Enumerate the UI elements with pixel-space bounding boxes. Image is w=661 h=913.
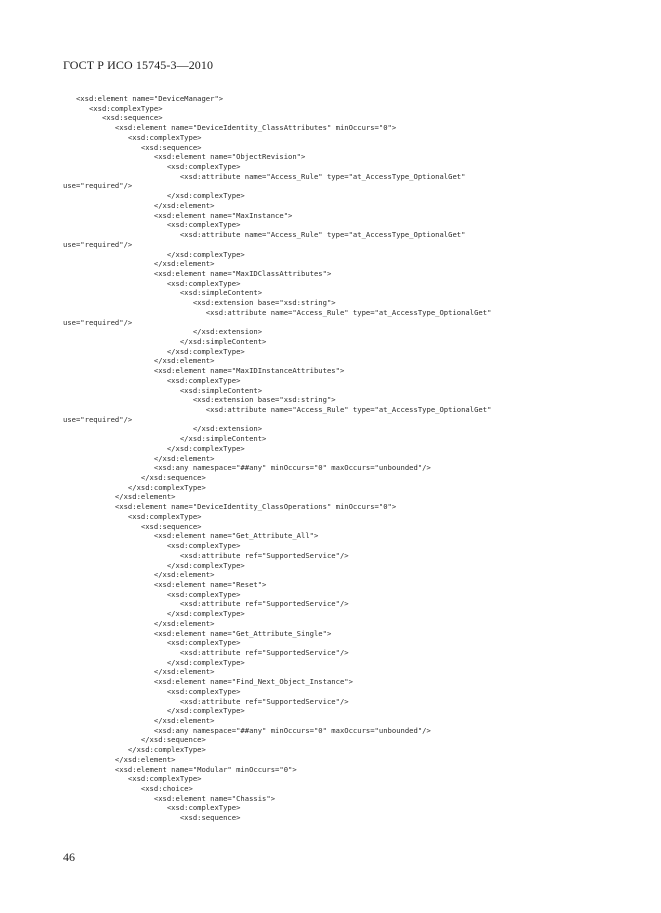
code-line: <xsd:attribute name="Access_Rule" type="at_AccessType_OptionalGet" (63, 307, 492, 317)
code-line: </xsd:sequence> (63, 735, 206, 745)
page-number: 46 (63, 850, 75, 864)
code-line: <xsd:complexType> (63, 686, 241, 696)
code-line: <xsd:complexType> (63, 541, 241, 551)
code-line: <xsd:sequence> (63, 113, 163, 123)
code-line: </xsd:element> (63, 453, 215, 463)
code-line: </xsd:element> (63, 200, 215, 210)
code-line: <xsd:complexType> (63, 803, 241, 813)
code-line: <xsd:element name="Modular" minOccurs="0"> (63, 764, 297, 774)
xsd-code-listing (63, 94, 603, 823)
code-line: <xsd:complexType> (63, 103, 163, 113)
code-line: </xsd:simpleContent> (63, 336, 267, 346)
code-line: <xsd:complexType> (63, 132, 202, 142)
code-line: <xsd:attribute name="Access_Rule" type="at_AccessType_OptionalGet" (63, 171, 466, 181)
code-line: <xsd:element name="ObjectRevision"> (63, 152, 306, 162)
code-line: <xsd:element name="MaxIDClassAttributes"> (63, 268, 332, 278)
code-line: <xsd:attribute ref="SupportedService"/> (63, 550, 349, 560)
code-line: </xsd:complexType> (63, 346, 245, 356)
code-line: </xsd:element> (63, 570, 215, 580)
code-line: <xsd:element name="Reset"> (63, 579, 267, 589)
code-line: <xsd:attribute ref="SupportedService"/> (63, 647, 349, 657)
code-line: <xsd:sequence> (63, 521, 202, 531)
code-line: <xsd:complexType> (63, 638, 241, 648)
code-line: </xsd:element> (63, 492, 176, 502)
code-line: <xsd:choice> (63, 784, 193, 794)
code-line: </xsd:complexType> (63, 706, 245, 716)
code-line: <xsd:element name="Find_Next_Object_Instance"> (63, 677, 353, 687)
code-line: use="required"/> (63, 414, 133, 424)
code-line: <xsd:extension base="xsd:string"> (63, 298, 336, 308)
code-line: <xsd:element name="Get_Attribute_All"> (63, 531, 319, 541)
code-line: </xsd:element> (63, 667, 215, 677)
code-line: <xsd:element name="DeviceIdentity_ClassOperations" minOccurs="0"> (63, 502, 397, 512)
code-line: </xsd:element> (63, 356, 215, 366)
code-line: use="required"/> (63, 181, 133, 191)
code-line: <xsd:element name="DeviceIdentity_ClassAttributes" minOccurs="0"> (63, 123, 397, 133)
code-line: </xsd:complexType> (63, 609, 245, 619)
code-line: <xsd:element name="MaxIDInstanceAttributes"> (63, 366, 345, 376)
code-line: <xsd:complexType> (63, 511, 202, 521)
code-line: </xsd:complexType> (63, 657, 245, 667)
code-line: </xsd:complexType> (63, 249, 245, 259)
code-line: <xsd:any namespace="##any" minOccurs="0" maxOccurs="unbounded"/> (63, 463, 431, 473)
code-line: </xsd:complexType> (63, 745, 206, 755)
code-line: <xsd:complexType> (63, 774, 202, 784)
code-line: <xsd:complexType> (63, 162, 241, 172)
code-line: <xsd:element name="Get_Attribute_Single"> (63, 628, 332, 638)
code-line: </xsd:extension> (63, 424, 263, 434)
code-line: <xsd:attribute name="Access_Rule" type="at_AccessType_OptionalGet" (63, 405, 492, 414)
code-line: <xsd:any namespace="##any" minOccurs="0" maxOccurs="unbounded"/> (63, 725, 431, 735)
code-line: use="required"/> (63, 317, 133, 327)
code-line: <xsd:simpleContent> (63, 288, 263, 298)
code-line: <xsd:attribute ref="SupportedService"/> (63, 599, 349, 609)
code-line: </xsd:complexType> (63, 443, 245, 453)
code-line: <xsd:complexType> (63, 220, 241, 230)
code-line: </xsd:complexType> (63, 560, 245, 570)
code-line: use="required"/> (63, 239, 133, 249)
code-line: </xsd:extension> (63, 327, 263, 337)
code-line: </xsd:element> (63, 259, 215, 269)
code-line: <xsd:sequence> (63, 142, 202, 152)
code-line: <xsd:complexType> (63, 375, 241, 385)
code-line: <xsd:attribute name="Access_Rule" type="at_AccessType_OptionalGet" (63, 230, 466, 240)
code-line: </xsd:element> (63, 754, 176, 764)
code-line: <xsd:element name="DeviceManager"> (63, 94, 224, 103)
code-line: <xsd:simpleContent> (63, 385, 263, 395)
code-line: </xsd:complexType> (63, 191, 245, 201)
code-line: <xsd:attribute ref="SupportedService"/> (63, 696, 349, 706)
code-line: <xsd:complexType> (63, 589, 241, 599)
code-line: <xsd:element name="Chassis"> (63, 793, 276, 803)
code-line: </xsd:element> (63, 716, 215, 725)
code-line: </xsd:simpleContent> (63, 434, 267, 444)
code-line: </xsd:element> (63, 618, 215, 628)
code-line: <xsd:extension base="xsd:string"> (63, 395, 336, 405)
code-line: <xsd:element name="MaxInstance"> (63, 210, 293, 220)
page-header: ГОСТ Р ИСО 15745-3—2010 (63, 58, 214, 72)
code-line: <xsd:complexType> (63, 278, 241, 288)
code-line: </xsd:sequence> (63, 473, 206, 483)
code-line: <xsd:sequence> (63, 813, 241, 823)
code-line: </xsd:complexType> (63, 482, 206, 492)
